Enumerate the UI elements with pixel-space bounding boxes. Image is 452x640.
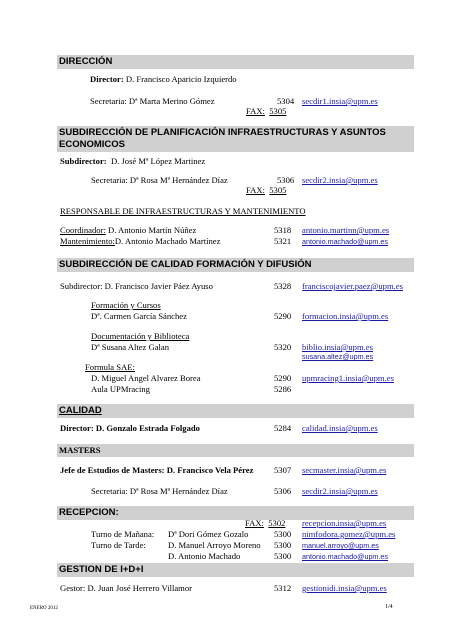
mantenimiento-line <box>60 237 220 246</box>
turno-tarde-name-2: D. Antonio Machado <box>168 551 241 561</box>
email-link[interactable]: secdir2.insia@upm.es <box>302 486 378 496</box>
doc-title: Documentación y Biblioteca <box>91 331 190 341</box>
aula-name: Aula UPMracing <box>91 384 150 394</box>
fax-label: FAX: <box>246 106 265 116</box>
ext: 5284 <box>274 423 292 433</box>
calidad-director: Director: D. Gonzalo Estrada Folgado <box>60 423 200 433</box>
email-link[interactable]: gestionidi.insia@upm.es <box>302 583 387 593</box>
ext: 5306 <box>274 486 292 496</box>
section-title: RECEPCION: <box>59 507 119 518</box>
ext: 5321 <box>274 236 292 246</box>
section-title: DIRECCIÓN <box>59 56 113 67</box>
ext: 5318 <box>274 225 292 235</box>
turno-tarde-label: Turno de Tarde: <box>91 540 146 550</box>
mantenimiento-name: D. Antonio Machado Martínez <box>114 236 221 246</box>
sae-name: D. Miguel Angel Alvarez Borea <box>91 373 201 383</box>
coordinador-label: Coordinador: <box>60 225 106 235</box>
formacion-title: Formación y Cursos <box>91 300 161 310</box>
doc-name: Dª Susana Altez Galan <box>91 342 170 352</box>
ext: 5286 <box>274 384 292 394</box>
secretaria-line: Secretaria: Dª Marta Merino Gómez <box>90 96 215 106</box>
turno-manana-name: Dª Dori Gómez Gozalo <box>168 529 249 539</box>
email-link[interactable]: upmracing1.insia@upm.es <box>302 373 394 383</box>
calidad-director-line <box>60 424 200 433</box>
fax-line <box>245 519 285 528</box>
subdirector-line: Subdirector: D. Francisco Javier Páez Ayuso <box>60 281 213 291</box>
section-header-planificacion <box>57 126 414 152</box>
fax-number: 5302 <box>268 518 286 528</box>
ext: 5312 <box>274 583 292 593</box>
section-title-line1: SUBDIRECCIÓN DE PLANIFICACIÓN INFRAESTRUCTURAS Y ASUNTOS <box>59 127 386 138</box>
section-header-calidad <box>57 404 414 418</box>
section-header-calidad-formacion <box>57 258 414 272</box>
subdirector-name: D. José Mª López Martinez <box>110 156 206 166</box>
email-link[interactable]: secdir2.insia@upm.es <box>302 175 378 185</box>
jefe-line: Jefe de Estudios de Masters: D. Francisco Vela Pérez <box>60 465 254 475</box>
fax-line <box>246 186 286 195</box>
section-title-line2: ECONOMICOS <box>59 138 125 150</box>
email-link[interactable]: antonio.machado@upm.es <box>302 237 389 246</box>
director-label: Director: <box>90 74 124 84</box>
director-line <box>90 75 237 84</box>
sae-title: Formula SAE: <box>85 362 135 372</box>
fax-number: 5305 <box>269 185 287 195</box>
ext: 5300 <box>274 529 292 539</box>
email-link[interactable]: calidad.insia@upm.es <box>302 423 378 433</box>
gestor-line: Gestor: D. Juan José Herrero Villamor <box>60 583 193 593</box>
section-title: SUBDIRECCIÓN DE CALIDAD FORMACIÓN Y DIFUSIÓN <box>59 259 312 270</box>
section-title: MASTERS <box>59 445 101 455</box>
ext: 5304 <box>277 96 295 106</box>
ext: 5328 <box>274 281 292 291</box>
formacion-name: Dª. Carmen García Sánchez <box>91 311 187 321</box>
ext: 5320 <box>274 342 292 352</box>
fax-label: FAX: <box>246 185 265 195</box>
section-title: CALIDAD <box>59 405 102 416</box>
ext: 5290 <box>274 373 292 383</box>
section-header-masters <box>57 444 414 457</box>
email-link[interactable]: secmaster.insia@upm.es <box>302 465 387 475</box>
footer-date: ENERO 2012 <box>30 606 58 611</box>
ext: 5290 <box>274 311 292 321</box>
section-title: GESTION DE I+D+I <box>59 564 144 575</box>
mantenimiento-label: Mantenimiento: <box>60 236 115 246</box>
fax-label: FAX: <box>245 518 264 528</box>
email-link-secondary[interactable]: susana.altez@upm.es <box>302 352 374 361</box>
ext: 5300 <box>274 551 292 561</box>
section-header-idi <box>57 563 414 577</box>
email-link[interactable]: secdir1.insia@upm.es <box>302 96 378 106</box>
email-link[interactable]: antonio.machado@upm.es <box>302 552 389 561</box>
director-name: D. Francisco Aparicio Izquierdo <box>125 74 237 84</box>
ext: 5300 <box>274 540 292 550</box>
email-link[interactable]: recepcion.insia@upm.es <box>302 518 387 528</box>
secretaria-line: Secretaria: Dª Rosa Mª Hernández Díaz <box>91 486 228 496</box>
ext: 5307 <box>274 465 292 475</box>
subdirector-label: Subdirector: <box>60 156 107 166</box>
responsable-heading: RESPONSABLE DE INFRAESTRUCTURAS Y MANTENIMIENTO <box>60 206 306 216</box>
email-link[interactable]: franciscojavier.paez@upm.es <box>302 281 403 291</box>
section-header-direccion <box>57 55 414 69</box>
email-link[interactable]: nimfodora.gomez@upm.es <box>302 529 396 539</box>
email-link[interactable]: manuel.arroyo@upm.es <box>302 541 379 550</box>
email-link[interactable]: formacion.insia@upm.es <box>302 311 389 321</box>
coordinador-line <box>60 226 196 235</box>
fax-line <box>246 107 286 116</box>
turno-tarde-name: D. Manuel Arroyo Moreno <box>168 540 261 550</box>
coordinador-name: D. Antonio Martín Núñez <box>107 225 197 235</box>
subdirector-line <box>60 157 205 166</box>
email-link[interactable]: antonio.martinn@upm.es <box>302 225 390 235</box>
fax-number: 5305 <box>269 106 287 116</box>
email-link[interactable]: biblio.insia@upm.es <box>302 342 373 352</box>
page-number: 1/4 <box>385 604 393 610</box>
secretaria-line: Secretaria: Dª Rosa Mª Hernández Díaz <box>91 175 228 185</box>
ext: 5306 <box>277 175 295 185</box>
turno-manana-label: Turno de Mañana: <box>91 529 155 539</box>
